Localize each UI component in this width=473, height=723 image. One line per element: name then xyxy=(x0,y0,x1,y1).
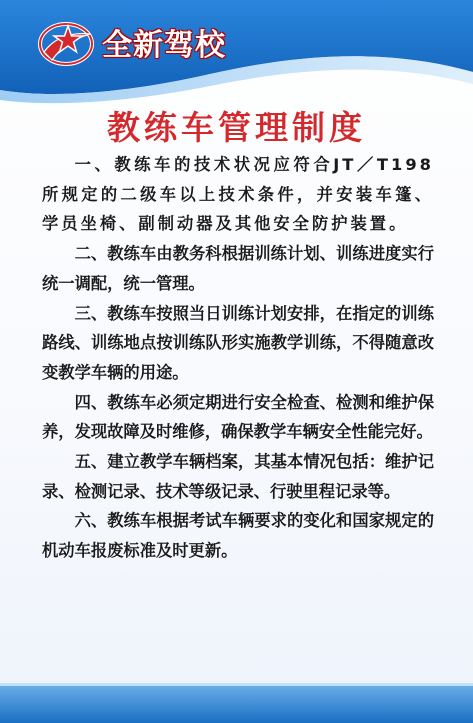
footer-band xyxy=(0,683,473,723)
page-title: 教练车管理制度 xyxy=(107,108,366,147)
paragraph-3: 三、教练车按照当日训练计划安排，在指定的训练路线、训练地点按训练队形实施教学训练，不得随意改变教学车辆的用途。 xyxy=(42,303,434,382)
school-name: 全新驾校 xyxy=(102,28,226,63)
paragraph-6: 六、教练车根据考试车辆要求的变化和国家规定的机动车报废标准及时更新。 xyxy=(42,511,434,561)
star-swoosh-emblem-icon xyxy=(36,18,96,68)
paragraph-1: 一、教练车的技术状况应符合JT／T198所规定的二级车以上技术条件，并安装车篷、学员坐椅、副制动器及其他安全防护装置。 xyxy=(42,155,434,234)
paragraph-4: 四、教练车必须定期进行安全检查、检测和维护保养，发现故障及时维修，确保教学车辆安全性能完好。 xyxy=(42,392,434,442)
paragraph-2: 二、教练车由教务科根据训练计划、训练进度实行统一调配，统一管理。 xyxy=(42,244,434,293)
regulation-body xyxy=(42,150,434,566)
paragraph-5: 五、建立教学车辆档案，其基本情况包括：维护记录、检测记录、技术等级记录、行驶里程记录等。 xyxy=(42,452,434,501)
